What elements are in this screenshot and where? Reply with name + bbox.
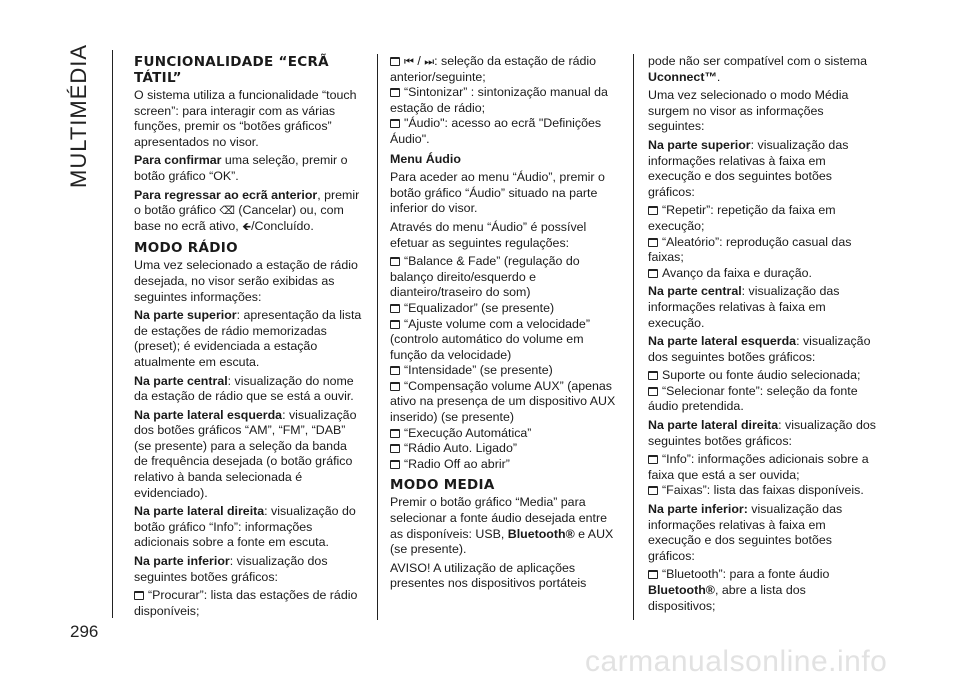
paragraph: Na parte lateral direita: visualização dos seguintes botões gráficos: bbox=[648, 418, 876, 448]
column-2 bbox=[390, 54, 620, 595]
bullet-item: “Intensidade” (se presente) bbox=[390, 363, 620, 379]
button-bullet-icon bbox=[390, 366, 400, 375]
page-number: 296 bbox=[70, 622, 99, 641]
column-divider bbox=[377, 54, 378, 620]
paragraph: Na parte superior: visualização das informações relativas à faixa em execução e dos seguintes botões gráficos: bbox=[648, 137, 849, 199]
column-3 bbox=[648, 54, 876, 617]
button-bullet-icon bbox=[648, 238, 658, 247]
paragraph: Premir o botão gráfico “Media” para selecionar a fonte áudio desejada entre as disponíveis: USB, Bluetooth® e AUX (se presente). bbox=[390, 495, 614, 557]
bullet-item: “Execução Automática” bbox=[390, 426, 620, 442]
paragraph: Uma vez selecionado a estação de rádio desejada, no visor serão exibidas as seguintes informações: bbox=[134, 258, 358, 304]
chapter-divider bbox=[112, 50, 113, 618]
button-bullet-icon bbox=[648, 371, 658, 380]
heading-touch: FUNCIONALIDADE “ECRÃ TÁTIL” bbox=[134, 54, 329, 86]
button-bullet-icon bbox=[648, 387, 658, 396]
media-right-buttons-list bbox=[648, 452, 876, 499]
subheading: Menu Áudio bbox=[390, 151, 461, 166]
bullet-item: “Rádio Auto. Ligado” bbox=[390, 441, 620, 457]
bullet-item: “Repetir”: repetição da faixa em execução; bbox=[648, 203, 836, 233]
bullet-item: “Radio Off ao abrir” bbox=[390, 457, 620, 473]
paragraph: Para aceder ao menu “Áudio”, premir o botão gráfico “Áudio” situado na parte inferior do visor. bbox=[390, 170, 605, 216]
bullet-item: “Faixas”: lista das faixas disponíveis. bbox=[648, 483, 876, 499]
button-bullet-icon bbox=[390, 382, 400, 391]
column-1 bbox=[134, 54, 364, 622]
button-bullet-icon bbox=[390, 444, 400, 453]
button-bullet-icon bbox=[390, 429, 400, 438]
column-divider bbox=[633, 54, 634, 620]
bullet-item: “Aleatório”: reprodução casual das faixas; bbox=[648, 234, 852, 265]
bullet-item: Suporte ou fonte áudio selecionada; bbox=[648, 368, 876, 384]
paragraph: Para confirmar uma seleção, premir o botão gráfico “OK”. bbox=[134, 153, 348, 183]
paragraph: O sistema utiliza a funcionalidade “touch screen”: para interagir com as várias funções, premir os “botões gráficos” apresentados no visor. bbox=[134, 88, 357, 149]
bullet-item: “Ajuste volume com a velocidade” (controlo automático do volume em função da velocidade) bbox=[390, 316, 590, 362]
bullet-item: “Balance & Fade” (regulação do balanço direito/esquerdo e dianteiro/traseiro do som) bbox=[390, 254, 580, 300]
heading-radio: MODO RÁDIO bbox=[134, 240, 238, 257]
heading-media: MODO MEDIA bbox=[390, 477, 495, 494]
button-bullet-icon bbox=[390, 57, 400, 66]
media-top-buttons-list bbox=[648, 203, 876, 281]
paragraph: Na parte lateral esquerda: visualização dos botões gráficos “AM”, “FM”, “DAB” (se presente) para a seleção da banda de frequência desejada (o botão gráfico relativo à banda selecionada é evidenciado). bbox=[134, 407, 357, 500]
paragraph: Na parte central: visualização das informações relativas à faixa em execução. bbox=[648, 284, 840, 330]
watermark: carmanualsonline.info bbox=[585, 645, 888, 678]
bullet-item: “Selecionar fonte”: seleção da fonte áudio pretendida. bbox=[648, 383, 858, 414]
chapter-title: MULTIMÉDIA bbox=[66, 43, 91, 188]
paragraph: Na parte central: visualização do nome da estação de rádio que se está a ouvir. bbox=[134, 373, 354, 404]
bullet-item: “Info”: informações adicionais sobre a faixa que está a ser ouvida; bbox=[648, 452, 869, 482]
bullet-item: Avanço da faixa e duração. bbox=[648, 266, 876, 282]
paragraph: Na parte superior: apresentação da lista de estações de rádio memorizadas (preset); é evidenciada a estação atualmente em escuta. bbox=[134, 308, 362, 369]
button-bullet-icon bbox=[390, 320, 400, 329]
button-bullet-icon bbox=[390, 460, 400, 469]
paragraph: AVISO! A utilização de aplicações presentes nos dispositivos portáteis bbox=[390, 560, 587, 591]
button-bullet-icon bbox=[648, 455, 658, 464]
media-left-buttons-list bbox=[648, 368, 876, 415]
button-bullet-icon bbox=[390, 119, 400, 128]
button-bullet-icon bbox=[648, 206, 658, 215]
button-bullet-icon bbox=[648, 486, 658, 495]
paragraph: Através do menu “Áudio” é possível efetuar as seguintes regulações: bbox=[390, 219, 587, 250]
paragraph: pode não ser compatível com o sistema Uconnect™. bbox=[648, 54, 868, 84]
bullet-item: “Procurar”: lista das estações de rádio disponíveis; bbox=[134, 588, 358, 618]
bullet-item: “Bluetooth”: para a fonte áudio Bluetooth®, abre a lista dos dispositivos; bbox=[648, 567, 830, 613]
button-bullet-icon bbox=[648, 570, 658, 579]
bullet-item: ⏮ / ⏭: seleção da estação de rádio anterior/seguinte; bbox=[390, 54, 597, 84]
paragraph: Na parte inferior: visualização dos seguintes botões gráficos: bbox=[134, 554, 328, 584]
button-bullet-icon bbox=[390, 257, 400, 266]
bullet-item: “Equalizador” (se presente) bbox=[390, 301, 620, 317]
bullet-item: “Sintonizar” : sintonização manual da estação de rádio; bbox=[390, 85, 608, 115]
audio-settings-list bbox=[390, 254, 620, 472]
paragraph: Para regressar ao ecrã anterior, premir o botão gráfico ⌫ (Cancelar) ou, com base no ecrã ativo, 🡸/Concluído. bbox=[134, 187, 360, 233]
bullet-item: “Compensação volume AUX” (apenas ativo na presença de um dispositivo AUX inserido) (se presente) bbox=[390, 378, 616, 425]
paragraph: Na parte inferior: visualização das informações relativas à faixa em execução e dos seguintes botões gráficos: bbox=[648, 502, 843, 563]
paragraph: Na parte lateral esquerda: visualização dos seguintes botões gráficos: bbox=[648, 334, 871, 364]
bullet-item: "Áudio": acesso ao ecrã "Definições Áudio". bbox=[390, 116, 602, 146]
button-bullet-icon bbox=[648, 269, 658, 278]
back-arrow-icon: 🡸 bbox=[242, 219, 252, 233]
button-bullet-icon bbox=[390, 88, 400, 97]
paragraph: Na parte lateral direita: visualização do botão gráfico “Info”: informações adicionais sobre a fonte em escuta. bbox=[134, 504, 356, 550]
next-track-icon: ⏭ bbox=[424, 55, 435, 68]
button-bullet-icon bbox=[390, 304, 400, 313]
button-bullet-icon bbox=[134, 591, 144, 600]
paragraph: Uma vez selecionado o modo Média surgem no visor as informações seguintes: bbox=[648, 88, 849, 134]
previous-track-icon: ⏮ bbox=[404, 55, 414, 68]
cancel-icon: ⌫ bbox=[219, 204, 235, 218]
